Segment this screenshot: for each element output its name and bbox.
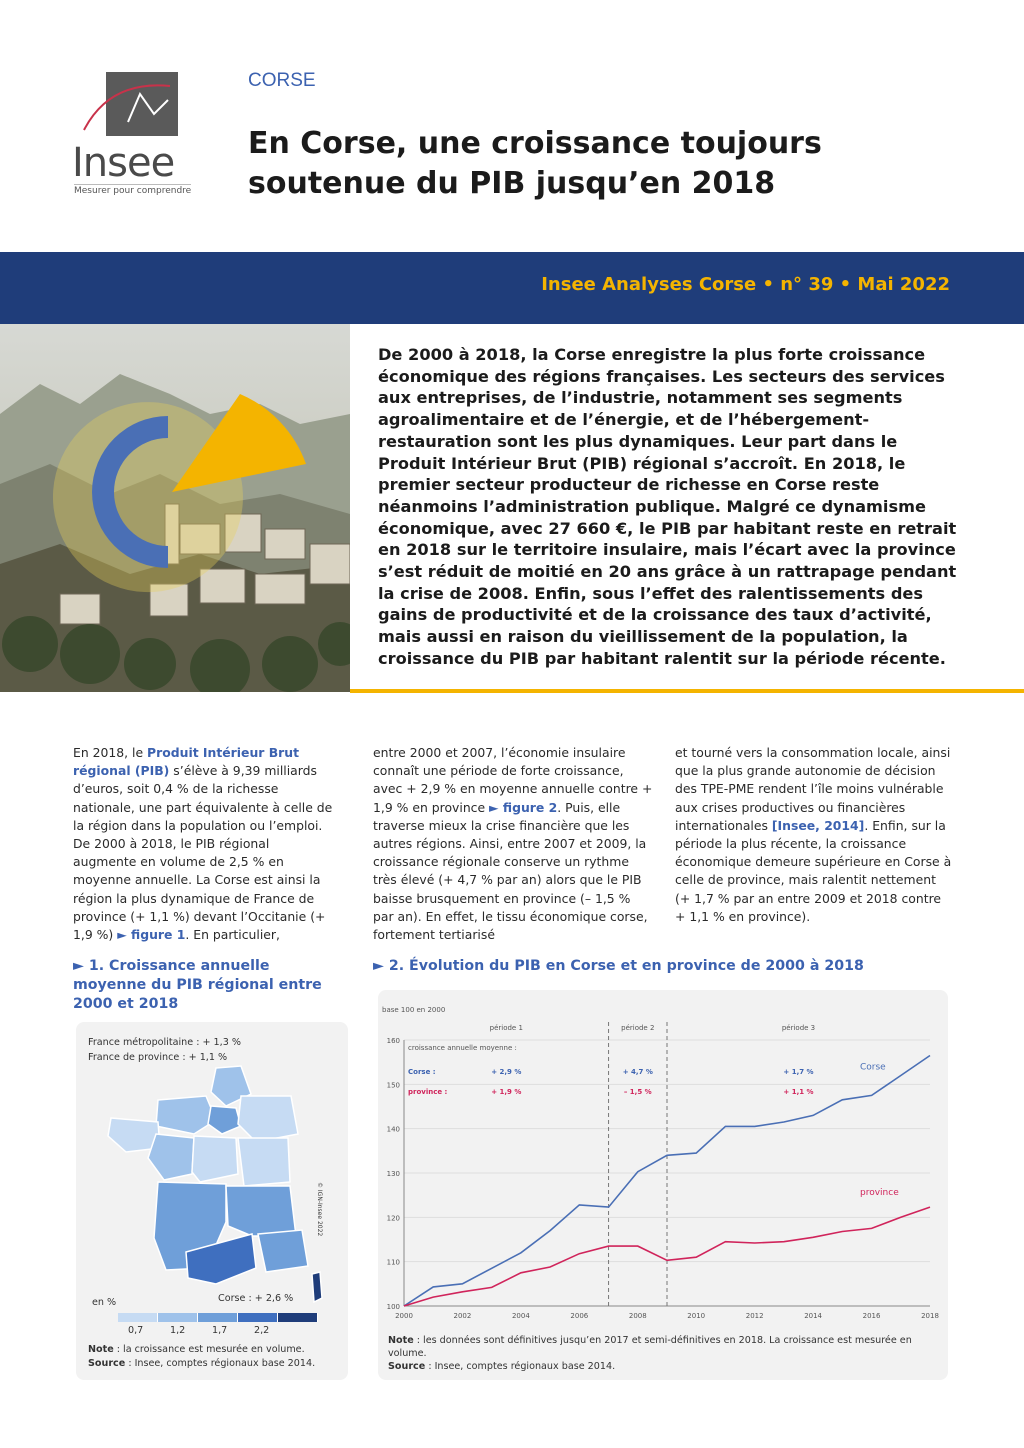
map-legend-scale [118,1313,318,1322]
y-tick-label: 150 [386,1081,400,1090]
y-tick-label: 100 [386,1303,400,1311]
note-label: Note [388,1335,414,1346]
text-run: En 2018, le [73,745,148,760]
text-run: et tourné vers la consommation locale, ainsi que la plus grande autonomie de décision des TPE-PME rendent l’île moins vulnérable aux crises productives ou financières internationales [675,745,951,833]
body-column-2 [373,744,653,944]
publication-reference: Insee Analyses Corse • n° 39 • Mai 2022 [541,274,950,295]
legend-swatch [158,1313,198,1322]
logo-wordmark: Insee [72,140,175,186]
source-text: : Insee, comptes régionaux base 2014. [425,1361,616,1372]
map-region-auvergne-rhone-alpes [226,1186,296,1236]
map-region-paca [258,1230,308,1272]
map-region-ile-de-france [208,1106,241,1134]
figure-2-title: ► 2. Évolution du PIB en Corse et en province de 2000 à 2018 [373,958,864,974]
y-tick-label: 160 [386,1037,400,1045]
logo-tagline: Mesurer pour comprendre [74,186,192,196]
figure-2-panel [378,990,948,1380]
legend-unit: en % [92,1297,117,1308]
map-region-centre-val-de-loire [192,1136,238,1182]
text-run: . En particulier, [185,927,280,943]
glossary-link-pib[interactable]: Produit Intérieur Brut régional (PIB) [73,745,299,779]
publication-banner [0,252,1024,324]
y-tick-label: 140 [386,1125,400,1134]
series-label-province: province [860,1188,899,1199]
x-tick-label: 2004 [511,1312,530,1320]
period-label: période 3 [781,1024,816,1032]
map-region-corse [312,1272,322,1302]
source-text: : Insee, comptes régionaux base 2014. [125,1358,316,1369]
logo-swoosh-icon [70,70,185,140]
insee-logo [70,70,192,200]
map-region-grand-est [238,1096,298,1142]
france-regions-map [76,1022,348,1312]
y-axis-label: base 100 en 2000 [382,1006,446,1014]
x-tick-label: 2012 [745,1312,764,1320]
note-text: : les données sont définitives jusqu’en 2017 et semi-définitives en 2018. La croissance est mesurée en volume. [388,1335,912,1359]
legend-break: 0,7 [128,1325,144,1336]
text-run: . Enfin, sur la période la plus récente, la croissance économique demeure supérieure en Corse à celle de province, mais ralentit nettement (+ 1,7 % par an entre 2009 et 2018 contre + 1,1 % en province). [675,817,952,924]
section-divider [350,689,1024,693]
period-label: période 1 [489,1024,523,1032]
page-title: En Corse, une croissance toujours soutenue du PIB jusqu’en 2018 [248,126,822,201]
map-corse-label: Corse : + 2,6 % [218,1293,294,1304]
abstract-paragraph: De 2000 à 2018, la Corse enregistre la plus forte croissance économique des régions françaises. Les secteurs des services aux entreprises, de l’industrie, notamment ses segments agroalimentaire et de l’énergie, et de l’hébergement-restauration sont les plus dynamiques. Leur part dans le Produit Intérieur Brut (PIB) régional s’accroît. En 2018, le premier secteur producteur de richesse en Corse reste néanmoins l’administration publique. Malgré ce dynamisme économique, avec 27 660 €, le PIB par habitant reste en retrait en 2018 sur le territoire insulaire, mais l’écart avec la province s’est réduit de moitié en 20 ans grâce à un rattrapage pendant la crise de 2008. Enfin, sous l’effet des ralentissements des gains de productivité et de la croissance des taux d’activité, mais aussi en raison du vieillissement de la population, la croissance du PIB par habitant ralentit sur la période récente. [378,345,957,668]
cover-illustration [0,324,350,692]
period-label: période 2 [621,1024,655,1032]
map-copyright: © IGN-Insee 2022 [316,1182,323,1237]
legend-breaks [126,1324,326,1336]
y-tick-label: 120 [386,1214,400,1223]
figure-1-note [88,1343,340,1356]
figure-1-panel [76,1022,348,1380]
text-run: entre 2000 et 2007, l’économie insulaire connaît une période de forte croissance, avec + 2,9 % en moyenne annuelle contre + 1,9 % en province [373,745,653,815]
y-tick-label: 110 [386,1258,400,1267]
x-tick-label: 2000 [395,1312,413,1320]
figure-2-link[interactable]: ► figure 2 [489,799,558,815]
y-tick-label: 130 [386,1170,400,1178]
x-tick-label: 2002 [453,1312,472,1320]
map-region-normandie [156,1096,216,1134]
body-column-3 [675,744,955,926]
legend-break: 1,2 [170,1325,186,1336]
figure-1-title: ► 1. Croissance annuelle moyenne du PIB régional entre 2000 et 2018 [73,958,322,1012]
annotation-corse-label: Corse : [408,1068,436,1076]
figure-1-source [88,1357,340,1370]
map-national-average: France métropolitaine : + 1,3 % [88,1037,241,1048]
legend-swatch [198,1313,238,1322]
annotation-corse-rate: + 1,7 % [783,1068,814,1076]
figure-2-note [388,1334,928,1360]
note-label: Note [88,1344,114,1355]
region-label: CORSE [248,70,316,91]
gdp-line-chart [378,990,948,1330]
figure-1-link[interactable]: ► figure 1 [117,927,186,943]
source-label: Source [388,1361,426,1372]
legend-swatch [118,1313,158,1322]
legend-swatch [238,1313,278,1322]
map-province-average: France de province : + 1,1 % [88,1052,228,1063]
annotation-province-rate: – 1,5 % [623,1088,652,1096]
annotation-title: croissance annuelle moyenne : [408,1044,517,1052]
annotation-province-rate: + 1,1 % [783,1088,814,1096]
bibliography-link[interactable]: [Insee, 2014] [771,817,865,833]
text-run: s’élève à 9,39 milliards d’euros, soit 0,4 % de la richesse nationale, une part équivalente à celle de la région dans la population ou l’emploi. De 2000 à 2018, le PIB régional augmente en volume de 2,5 % en moyenne annuelle. La Corse est ainsi la région la plus dynamique de France de province (+ 1,1 %) devant l’Occitanie (+ 1,9 %) [73,763,333,943]
legend-break: 1,7 [212,1325,228,1336]
figure-2-source [388,1360,928,1373]
x-tick-label: 2014 [804,1312,823,1320]
x-tick-label: 2008 [628,1312,647,1320]
map-region-bourgogne-franche-comte [238,1138,290,1186]
body-column-1 [73,744,335,944]
annotation-corse-rate: + 4,7 % [622,1068,653,1076]
legend-break: 2,2 [254,1325,270,1336]
source-label: Source [88,1358,126,1369]
x-tick-label: 2018 [921,1312,939,1320]
x-tick-label: 2010 [687,1312,706,1320]
legend-swatch [278,1313,318,1322]
annotation-province-rate: + 1,9 % [491,1088,522,1096]
map-region-pays-de-la-loire [148,1134,194,1180]
x-tick-label: 2016 [862,1312,881,1320]
text-run: . Puis, elle traverse mieux la crise financière que les autres régions. Ainsi, entre 2007 et 2009, la croissance régionale conserve un rythme très élevé (+ 4,7 % par an) alors que le PIB baisse brusquement en province (– 1,5 % par an). En effet, le tissu économique corse, fortement tertiarisé [373,799,648,943]
annotation-corse-rate: + 2,9 % [491,1068,522,1076]
note-text: : la croissance est mesurée en volume. [113,1344,305,1355]
x-tick-label: 2006 [570,1312,589,1320]
series-label-corse: Corse [860,1062,886,1073]
annotation-province-label: province : [408,1088,448,1096]
